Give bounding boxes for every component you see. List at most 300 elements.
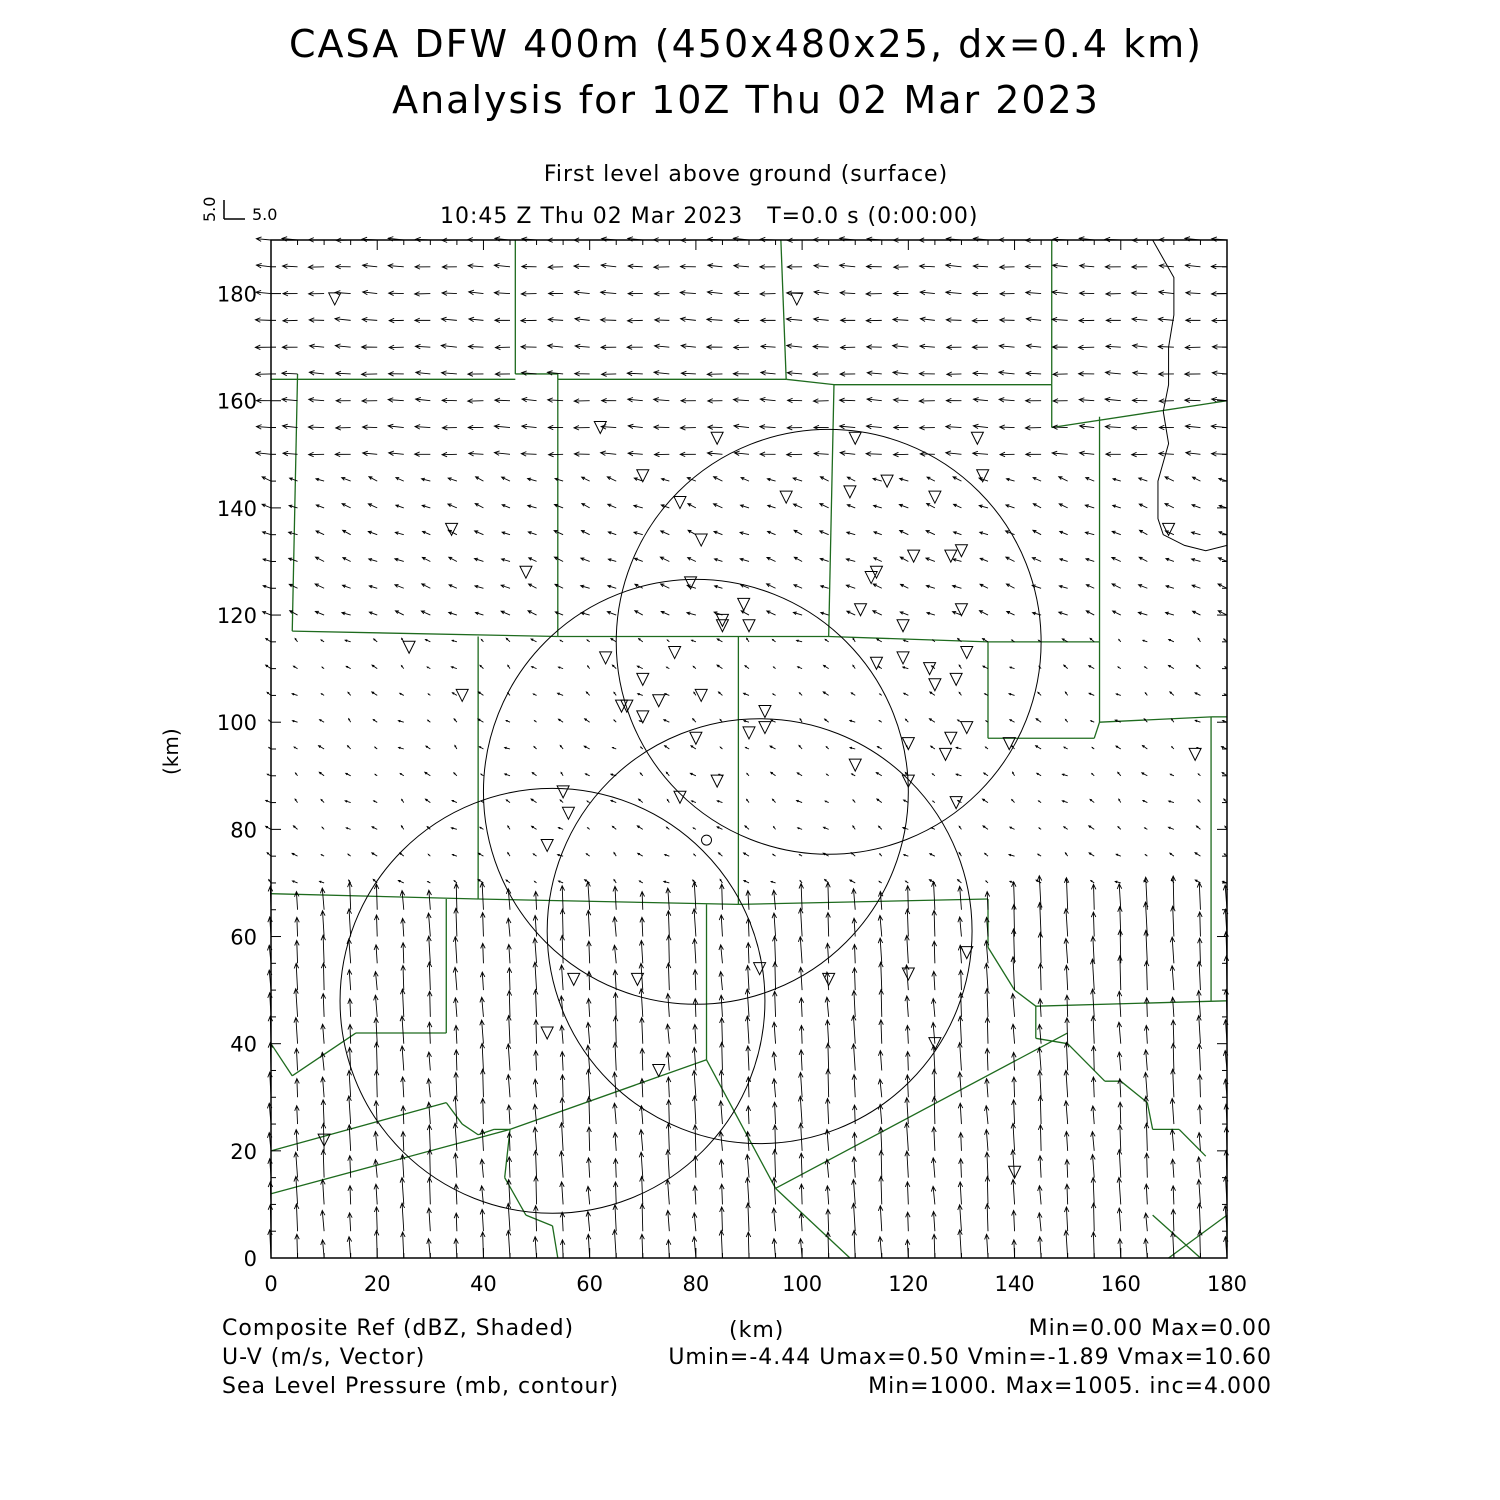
wind-vector bbox=[401, 1232, 405, 1258]
wind-vector bbox=[586, 692, 589, 695]
wind-vector bbox=[640, 1204, 644, 1231]
station-marker bbox=[929, 491, 941, 503]
wind-vector bbox=[825, 1099, 829, 1125]
wind-vector bbox=[825, 719, 829, 722]
wind-vector bbox=[347, 1070, 351, 1097]
wind-vector bbox=[760, 452, 775, 456]
wind-vector bbox=[905, 1123, 909, 1151]
wind-vector bbox=[946, 318, 961, 322]
wind-vector bbox=[953, 559, 961, 562]
wind-vector bbox=[321, 640, 324, 642]
wind-vectors bbox=[255, 237, 1228, 1258]
wind-vector bbox=[401, 943, 405, 964]
wind-vector bbox=[1106, 318, 1121, 323]
wind-vector bbox=[294, 963, 298, 990]
wind-vector bbox=[427, 913, 431, 936]
wind-vector bbox=[825, 879, 829, 883]
wind-vector bbox=[665, 694, 670, 696]
station-marker bbox=[950, 673, 962, 685]
wind-vector bbox=[1065, 1184, 1069, 1204]
wind-vector bbox=[1145, 1153, 1149, 1177]
wind-vector bbox=[927, 477, 935, 481]
county-line bbox=[829, 385, 834, 637]
wind-vector bbox=[946, 451, 962, 455]
wind-vector bbox=[256, 237, 271, 241]
wind-vector bbox=[362, 345, 378, 349]
wind-vector bbox=[634, 558, 642, 561]
wind-vector bbox=[1091, 1232, 1095, 1258]
wind-vector bbox=[1185, 345, 1200, 349]
wind-vector bbox=[282, 345, 297, 349]
wind-vector bbox=[691, 746, 696, 749]
wind-vector bbox=[586, 1045, 590, 1070]
wind-vector bbox=[586, 1069, 590, 1097]
wind-vector bbox=[693, 1024, 697, 1043]
wind-vector bbox=[1036, 746, 1041, 749]
wind-vector bbox=[920, 264, 935, 268]
wind-vector bbox=[1171, 997, 1175, 1017]
wind-vector bbox=[442, 265, 457, 269]
wind-vector bbox=[680, 291, 696, 295]
wind-vector bbox=[428, 720, 431, 722]
wind-vector bbox=[1039, 801, 1042, 803]
wind-vector bbox=[293, 826, 297, 829]
wind-vector bbox=[820, 504, 829, 508]
wind-vector bbox=[1091, 1203, 1095, 1231]
wind-vector bbox=[442, 452, 457, 456]
wind-vector bbox=[745, 1155, 749, 1178]
wind-vector bbox=[507, 1105, 511, 1124]
wind-vector bbox=[481, 639, 483, 641]
wind-vector bbox=[638, 853, 643, 856]
wind-vector bbox=[1132, 317, 1147, 321]
wind-vector bbox=[1140, 530, 1148, 534]
wind-vector bbox=[427, 1178, 431, 1205]
wind-vector bbox=[1090, 959, 1094, 990]
wind-vector bbox=[1052, 290, 1068, 294]
wind-vector bbox=[639, 799, 643, 802]
county-line bbox=[707, 1060, 776, 1189]
wind-vector bbox=[774, 827, 776, 830]
wind-vector bbox=[1186, 451, 1201, 455]
wind-vector bbox=[666, 1210, 670, 1231]
wind-vector bbox=[901, 584, 909, 588]
wind-vector bbox=[813, 372, 829, 376]
wind-vector bbox=[401, 1132, 405, 1151]
wind-vector bbox=[1000, 291, 1015, 295]
footer-wind-range: Umin=-4.44 Umax=0.50 Vmin=-1.89 Vmax=10.60 bbox=[668, 1345, 1272, 1370]
wind-vector bbox=[879, 721, 882, 723]
wind-vector bbox=[480, 1020, 484, 1044]
wind-vector bbox=[639, 989, 643, 1017]
wind-vector bbox=[309, 291, 324, 295]
wind-vector bbox=[664, 720, 670, 723]
wind-vector bbox=[1170, 966, 1174, 990]
station-marker bbox=[977, 470, 989, 482]
wind-vector bbox=[627, 345, 643, 349]
wind-vector bbox=[415, 425, 430, 429]
county-line bbox=[271, 1129, 510, 1193]
wind-vector bbox=[402, 799, 404, 802]
wind-vector bbox=[720, 1184, 724, 1204]
wind-vector bbox=[348, 854, 351, 856]
wind-vector bbox=[283, 318, 298, 322]
wind-vector bbox=[427, 1208, 431, 1231]
wind-vector bbox=[502, 505, 510, 508]
wind-vector bbox=[601, 290, 617, 294]
wind-vector bbox=[878, 1051, 882, 1071]
wind-vector bbox=[1170, 1099, 1174, 1125]
wind-vector bbox=[507, 1157, 511, 1178]
wind-vector bbox=[495, 398, 510, 402]
wind-vector bbox=[825, 1020, 829, 1044]
wind-vector bbox=[741, 478, 749, 482]
wind-vector bbox=[294, 892, 298, 910]
wind-vector bbox=[746, 891, 750, 910]
wind-vector bbox=[1119, 639, 1121, 641]
wind-vector bbox=[900, 612, 908, 615]
wind-vector bbox=[1118, 667, 1121, 669]
wind-vector bbox=[637, 666, 642, 668]
wind-vector bbox=[841, 345, 856, 349]
wind-vector bbox=[1053, 264, 1068, 268]
wind-vector bbox=[608, 532, 616, 535]
station-marker bbox=[743, 620, 755, 632]
wind-vector bbox=[906, 719, 909, 722]
wind-vector bbox=[666, 1179, 670, 1204]
wind-vector bbox=[480, 1209, 484, 1231]
wind-vector bbox=[1086, 585, 1094, 589]
x-tick-label: 100 bbox=[782, 1272, 823, 1296]
wind-vector bbox=[1171, 876, 1175, 910]
y-tick-label: 20 bbox=[230, 1139, 257, 1164]
wind-vector bbox=[733, 398, 749, 402]
wind-vector bbox=[292, 881, 297, 883]
wind-vector bbox=[505, 774, 510, 776]
county-line bbox=[292, 631, 558, 636]
wind-vector bbox=[1038, 1096, 1042, 1124]
wind-vector bbox=[401, 918, 405, 936]
wind-vector bbox=[852, 968, 856, 990]
wind-vector bbox=[399, 747, 404, 749]
wind-vector bbox=[1132, 398, 1147, 402]
wind-vector bbox=[1171, 906, 1175, 936]
x-tick-label: 60 bbox=[576, 1272, 604, 1296]
wind-vector bbox=[772, 639, 775, 641]
wind-vector bbox=[905, 909, 909, 936]
wind-vector bbox=[1106, 452, 1121, 456]
station-marker bbox=[950, 797, 962, 809]
wind-vector bbox=[290, 478, 298, 481]
station-marker bbox=[844, 486, 856, 498]
wind-vector bbox=[640, 892, 644, 910]
wind-vector bbox=[840, 372, 855, 376]
wind-vector bbox=[707, 451, 722, 455]
wind-vector bbox=[451, 828, 457, 830]
wind-vector bbox=[481, 801, 483, 803]
wind-vector bbox=[1038, 1186, 1042, 1205]
wind-vector bbox=[852, 944, 856, 963]
wind-vector bbox=[850, 880, 855, 883]
wind-vector bbox=[522, 371, 537, 375]
wind-vector bbox=[1185, 424, 1200, 428]
wind-vector bbox=[427, 936, 431, 963]
wind-vector bbox=[601, 318, 617, 322]
wind-vector bbox=[256, 372, 271, 376]
wind-vector bbox=[814, 451, 829, 455]
wind-vector bbox=[369, 612, 377, 615]
wind-vector bbox=[825, 1186, 829, 1205]
wind-vector bbox=[920, 425, 935, 429]
wind-vector bbox=[879, 1176, 883, 1204]
wind-vector bbox=[714, 504, 723, 508]
wind-vector bbox=[374, 1070, 378, 1097]
wind-vector bbox=[1197, 882, 1201, 909]
wind-vector bbox=[1158, 317, 1174, 321]
wind-vector bbox=[773, 1125, 777, 1151]
wind-vector bbox=[283, 291, 298, 296]
wind-vector bbox=[747, 773, 749, 775]
wind-vector bbox=[522, 424, 537, 428]
wind-vector bbox=[799, 908, 803, 936]
wind-vector bbox=[1026, 291, 1041, 295]
wind-vector bbox=[1086, 558, 1094, 561]
wind-vector bbox=[1000, 318, 1015, 322]
wind-vector bbox=[984, 773, 988, 776]
wind-vector bbox=[345, 801, 351, 803]
wind-vector bbox=[559, 1151, 563, 1177]
wind-vector bbox=[372, 692, 377, 695]
wind-vector bbox=[878, 1206, 882, 1231]
wind-vector bbox=[959, 970, 963, 990]
wind-vector bbox=[1197, 1016, 1201, 1044]
wind-vector bbox=[719, 853, 723, 856]
wind-vector bbox=[654, 291, 669, 295]
wind-vector bbox=[692, 882, 696, 910]
wind-vector bbox=[979, 611, 988, 615]
wind-vector bbox=[1091, 880, 1094, 882]
wind-vector bbox=[715, 559, 723, 562]
wind-vector bbox=[984, 963, 988, 990]
wind-vector bbox=[263, 559, 271, 562]
wind-vector bbox=[932, 910, 936, 936]
x-tick-label: 160 bbox=[1100, 1272, 1141, 1296]
wind-vector bbox=[584, 746, 589, 749]
wind-vector bbox=[1011, 994, 1015, 1017]
wind-vector bbox=[586, 882, 590, 910]
wind-vector bbox=[840, 424, 856, 428]
station-marker bbox=[594, 422, 606, 434]
wind-vector bbox=[894, 425, 909, 430]
wind-vector bbox=[263, 585, 271, 588]
wind-vector bbox=[850, 747, 855, 749]
wind-vector bbox=[1196, 665, 1200, 668]
wind-vector bbox=[1172, 747, 1174, 749]
wind-vector bbox=[1038, 999, 1042, 1017]
wind-vector bbox=[533, 1127, 537, 1151]
wind-vector bbox=[575, 317, 590, 321]
wind-vector bbox=[905, 1240, 909, 1258]
wind-vector bbox=[719, 1160, 723, 1178]
wind-vector bbox=[1159, 372, 1174, 376]
wind-vector bbox=[507, 1016, 511, 1044]
wind-vector bbox=[760, 425, 776, 429]
wind-vector bbox=[1211, 424, 1227, 428]
wind-vector bbox=[454, 1184, 458, 1204]
wind-vector bbox=[582, 503, 590, 507]
wind-vector bbox=[787, 265, 802, 269]
wind-vector bbox=[529, 584, 537, 588]
wind-vector bbox=[958, 917, 962, 936]
wind-vector bbox=[786, 317, 802, 321]
wind-vector bbox=[927, 503, 935, 507]
station-marker bbox=[955, 545, 967, 557]
wind-vector bbox=[533, 1079, 537, 1097]
wind-vector bbox=[290, 611, 298, 615]
wind-vector bbox=[693, 1186, 697, 1205]
wind-vector bbox=[772, 1178, 776, 1205]
wind-vector bbox=[1192, 559, 1201, 562]
wind-vector bbox=[666, 1150, 670, 1178]
wind-vector bbox=[1079, 318, 1094, 322]
wind-vector bbox=[400, 1203, 404, 1231]
wind-vector bbox=[1007, 611, 1015, 615]
wind-vector bbox=[454, 1072, 458, 1097]
wind-vector bbox=[321, 694, 324, 696]
county-line bbox=[446, 1103, 462, 1124]
wind-vector bbox=[920, 344, 935, 348]
wind-vector bbox=[746, 943, 750, 964]
wind-vector bbox=[846, 585, 855, 588]
wind-vector bbox=[640, 773, 642, 776]
wind-vector bbox=[820, 558, 829, 561]
wind-vector bbox=[905, 1098, 909, 1124]
wind-vector bbox=[932, 971, 936, 990]
wind-vector bbox=[772, 1052, 776, 1070]
wind-vector bbox=[932, 774, 934, 776]
wind-vector bbox=[665, 854, 670, 856]
wind-vector bbox=[707, 290, 722, 294]
wind-vector bbox=[1185, 263, 1200, 267]
wind-vector bbox=[308, 265, 324, 269]
wind-vector bbox=[972, 318, 988, 322]
station-marker bbox=[881, 475, 893, 487]
wind-vector bbox=[719, 1131, 723, 1150]
wind-vector bbox=[733, 372, 749, 376]
wind-vector bbox=[958, 1182, 962, 1204]
wind-vector bbox=[522, 397, 537, 401]
wind-vector bbox=[309, 452, 324, 456]
wind-vector bbox=[427, 1125, 431, 1151]
wind-vector bbox=[853, 638, 855, 642]
wind-vector bbox=[423, 531, 431, 534]
wind-vector bbox=[480, 997, 484, 1017]
wind-vector bbox=[927, 612, 935, 615]
wind-vector bbox=[468, 344, 483, 348]
wind-vector bbox=[1062, 774, 1067, 776]
wind-vector bbox=[793, 478, 802, 481]
wind-vector bbox=[346, 828, 350, 830]
wind-vector bbox=[794, 585, 802, 589]
wind-vector bbox=[1091, 912, 1095, 936]
wind-vector bbox=[1185, 398, 1201, 402]
wind-vector bbox=[368, 504, 377, 508]
wind-vector bbox=[747, 799, 749, 802]
wind-vector bbox=[560, 935, 564, 963]
wind-vector bbox=[362, 399, 377, 403]
chart-title-line2: Analysis for 10Z Thu 02 Mar 2023 bbox=[392, 78, 1100, 122]
wind-vector bbox=[1197, 991, 1201, 1017]
station-marker bbox=[849, 759, 861, 771]
station-marker bbox=[637, 673, 649, 685]
wind-vector bbox=[638, 694, 643, 696]
wind-vector bbox=[1085, 505, 1094, 508]
wind-vector bbox=[316, 505, 324, 508]
wind-vector bbox=[558, 854, 564, 856]
wind-vector bbox=[374, 1131, 378, 1150]
wind-vector bbox=[475, 504, 483, 508]
wind-vector bbox=[874, 532, 882, 535]
wind-vector bbox=[999, 371, 1015, 375]
wind-vector bbox=[639, 881, 642, 883]
wind-vector bbox=[507, 991, 511, 1017]
wind-vector bbox=[1033, 478, 1041, 482]
wind-vector bbox=[321, 1100, 325, 1124]
wind-vector bbox=[1079, 345, 1095, 349]
wind-vector bbox=[468, 399, 484, 403]
x-tick-label: 80 bbox=[682, 1272, 710, 1296]
wind-vector bbox=[1009, 854, 1015, 856]
wind-vector bbox=[772, 799, 775, 802]
wind-vector bbox=[320, 881, 325, 883]
wind-vector bbox=[932, 1234, 936, 1258]
wind-vector bbox=[746, 1106, 750, 1124]
wind-vector bbox=[575, 344, 590, 348]
wind-vector bbox=[422, 505, 430, 508]
wind-vector bbox=[348, 1213, 352, 1231]
wind-vector bbox=[879, 990, 883, 1017]
wind-vector bbox=[692, 909, 696, 937]
wind-vector bbox=[1006, 505, 1015, 508]
wind-vector bbox=[481, 913, 485, 937]
station-marker bbox=[908, 550, 920, 562]
wind-vector bbox=[1133, 371, 1148, 375]
wind-vector bbox=[588, 666, 590, 669]
wind-vector bbox=[947, 372, 962, 376]
wind-vector bbox=[826, 1043, 830, 1070]
station-marker bbox=[557, 786, 569, 798]
wind-vector bbox=[587, 640, 590, 642]
station-marker bbox=[685, 577, 697, 589]
wind-vector bbox=[973, 264, 988, 268]
wind-vector bbox=[904, 854, 909, 856]
wind-vector bbox=[574, 264, 590, 268]
wind-vector bbox=[1089, 693, 1094, 695]
wind-vector bbox=[893, 344, 909, 348]
wind-vector bbox=[363, 451, 378, 455]
wind-vector bbox=[321, 994, 325, 1017]
wind-vector bbox=[558, 719, 563, 722]
wind-vector bbox=[342, 504, 351, 508]
wind-vector bbox=[1198, 912, 1202, 937]
station-marker bbox=[897, 620, 909, 632]
wind-vector bbox=[747, 638, 749, 642]
wind-vector bbox=[688, 558, 696, 562]
wind-vector bbox=[613, 1205, 617, 1231]
wind-vector bbox=[973, 424, 988, 428]
pressure-contours bbox=[340, 429, 1041, 1213]
wind-vector bbox=[874, 558, 882, 562]
